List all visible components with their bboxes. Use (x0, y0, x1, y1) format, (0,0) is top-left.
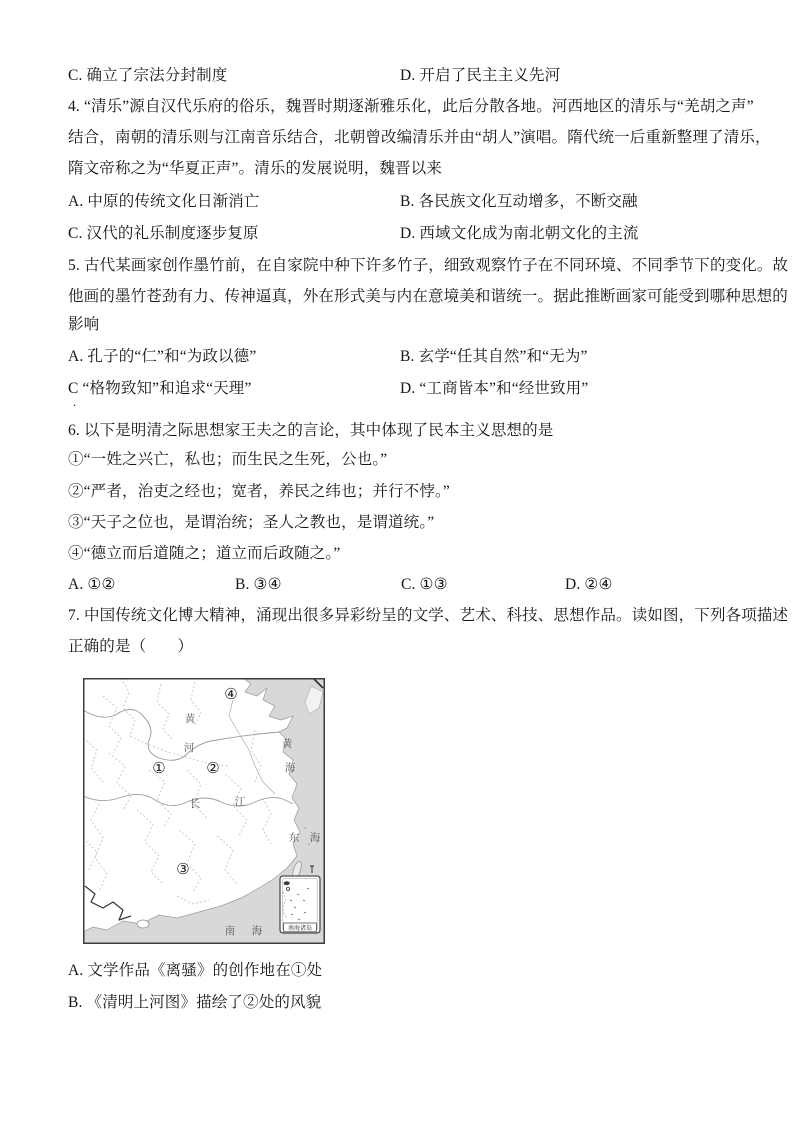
yangtze-label-char-2: 江 (234, 797, 246, 808)
question-5-option-c: C “格物致知”和追求“天理” (68, 380, 252, 397)
prev-option-c: C. 确立了宗法分封制度 (68, 67, 228, 84)
small-island-dot (304, 827, 306, 829)
question-6-item-2: ②“严者，治吏之经也；宽者，养民之纬也；并行不悖。” (68, 483, 450, 500)
question-4-option-c: C. 汉代的礼乐制度逐步复原 (68, 225, 259, 242)
yangtze-river-line (83, 794, 293, 806)
yellow-river-line (83, 709, 279, 760)
question-5-line-3: 影响 (68, 316, 100, 333)
map-marker-4: ④ (224, 687, 238, 703)
hainan-island (137, 920, 149, 928)
question-5-option-a: A. 孔子的“仁”和“为政以德” (68, 348, 257, 365)
question-6-item-4: ④“德立而后道随之；道立而后政随之。” (68, 545, 341, 562)
question-4-option-b: B. 各民族文化互动增多，不断交融 (400, 193, 638, 210)
yellow-river-label-char-1: 黄 (184, 714, 196, 725)
south-sea-inset (280, 866, 320, 933)
prev-option-d: D. 开启了民主主义先河 (400, 67, 561, 84)
question-4-line-1: 4. “清乐”源自汉代乐府的俗乐，魏晋时期逐渐雅乐化，此后分散各地。河西地区的清乐与“羌胡之声” (68, 98, 754, 115)
question-4-option-d: D. 西域文化成为南北朝文化的主流 (400, 225, 639, 242)
yellow-sea-label-char-2: 海 (284, 763, 296, 774)
question-7-option-a: A. 文学作品《离骚》的创作地在①处 (68, 962, 323, 979)
inset-caption-label: 南海诸岛 (287, 925, 313, 932)
east-sea-label-char-1: 东 (288, 833, 300, 844)
map-marker-3: ③ (176, 862, 190, 878)
question-6-stem: 6. 以下是明清之际思想家王夫之的言论，其中体现了民本主义思想的是 (68, 422, 554, 439)
question-6-answer-c: C. ①③ (401, 576, 448, 593)
question-4-line-2: 结合，南朝的清乐则与江南音乐结合，北朝曾改编清乐并由“胡人”演唱。隋代统一后重新整理了清乐， (68, 129, 771, 146)
question-7-line-2: 正确的是（ ） (68, 638, 194, 655)
question-6-answer-d: D. ②④ (565, 576, 613, 593)
south-sea-label-char-1: 南 (224, 926, 236, 937)
question-7-line-1: 7. 中国传统文化博大精神，涌现出很多异彩纷呈的文学、艺术、科技、思想作品。读如图，下列各项描述 (68, 607, 789, 624)
east-sea-label-char-2: 海 (309, 833, 321, 844)
yellow-sea-label-char-1: 黄 (281, 739, 293, 750)
question-6-item-1: ①“一姓之兴亡，私也；而生民之生死，公也。” (68, 451, 388, 468)
question-4-line-3: 隋文帝称之为“华夏正声”。清乐的发展说明，魏晋以来 (68, 160, 443, 177)
question-6-item-3: ③“天子之位也，是谓治统；圣人之教也，是谓道统。” (68, 514, 435, 531)
question-5-line-2: 他画的墨竹苍劲有力、传神逼真，外在形式美与内在意境美和谐统一。据此推断画家可能受到哪种思想的 (68, 288, 788, 305)
question-7-option-b: B. 《清明上河图》描绘了②处的风貌 (68, 994, 322, 1011)
question-4-option-a: A. 中原的传统文化日渐消亡 (68, 193, 260, 210)
map-marker-1: ① (152, 761, 166, 777)
question-5-option-b: B. 玄学“任其自然”和“无为” (400, 348, 588, 365)
question-6-answer-b: B. ③④ (235, 576, 282, 593)
culture-map-figure (83, 678, 325, 944)
yellow-river-label-char-2: 河 (183, 743, 195, 754)
south-sea-label-char-2: 海 (251, 926, 263, 937)
southwest-border-line (85, 886, 131, 920)
map-marker-2: ② (206, 761, 220, 777)
yangtze-label-char-1: 长 (189, 799, 201, 810)
question-6-answer-a: A. ①② (68, 576, 116, 593)
grand-canal-line (229, 700, 275, 794)
question-5-option-d: D. “工商皆本”和“经世致用” (400, 380, 589, 397)
question-5-line-1: 5. 古代某画家创作墨竹前，在自家院中种下许多竹子，细致观察竹子在不同环境、不同季节下的变化。故 (68, 257, 789, 274)
question-5-option-c-stray-period: . (73, 394, 77, 409)
